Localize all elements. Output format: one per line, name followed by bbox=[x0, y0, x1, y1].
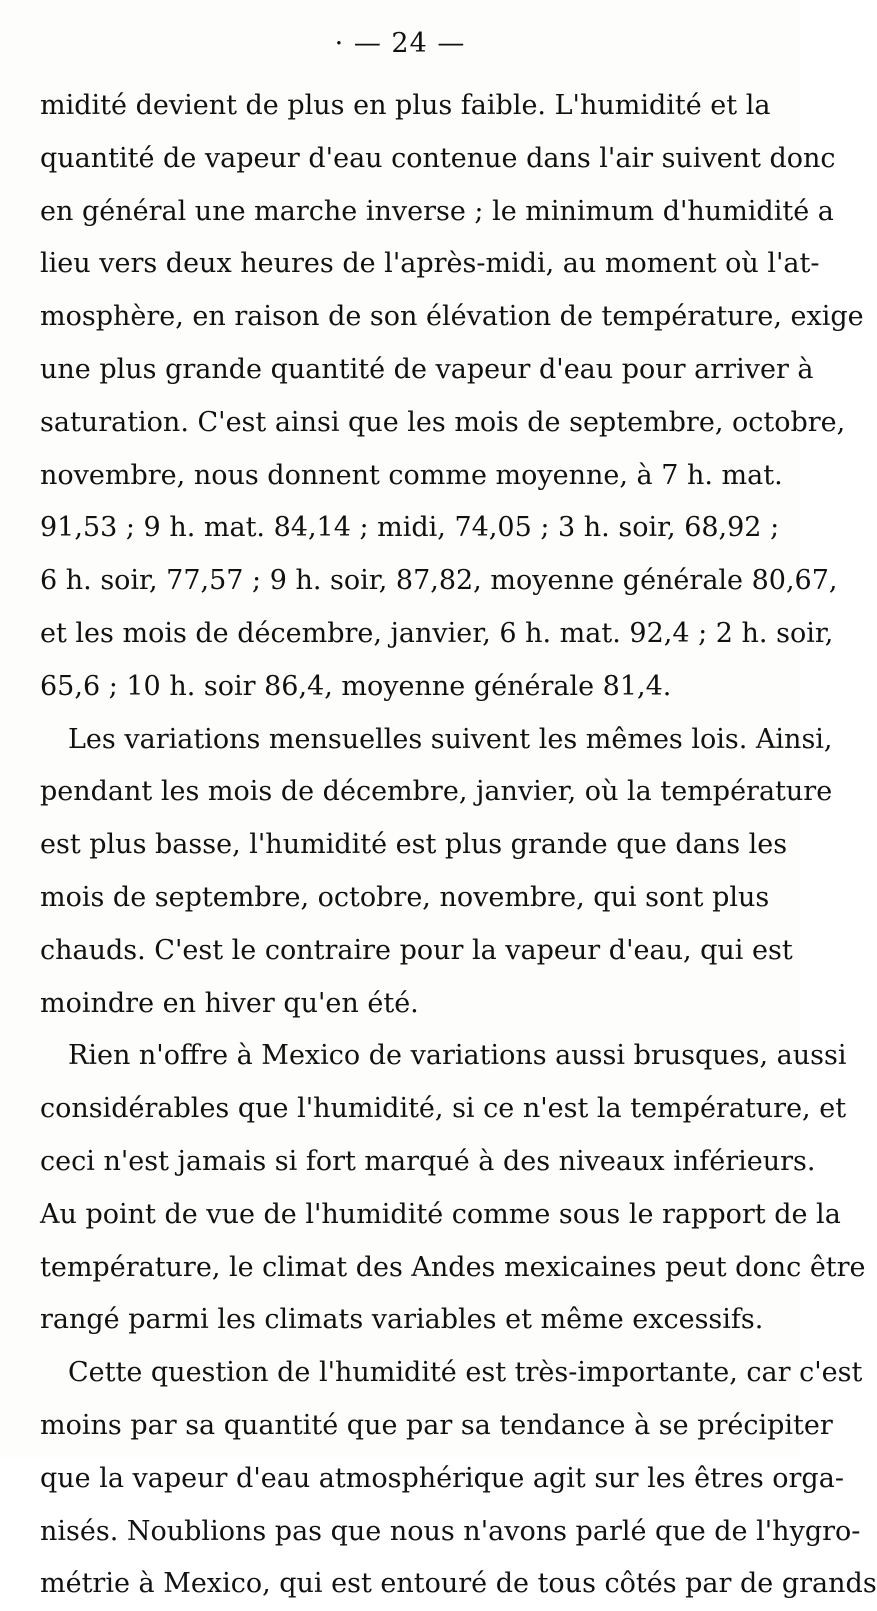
text-line: novembre, nous donnent comme moyenne, à 7 h. mat. bbox=[40, 459, 783, 491]
text-line: que la vapeur d'eau atmosphérique agit sur les êtres orga- bbox=[40, 1462, 844, 1494]
text-line: 65,6 ; 10 h. soir 86,4, moyenne générale 81,4. bbox=[40, 670, 672, 702]
paragraph bbox=[40, 1030, 866, 1347]
text-line: en général une marche inverse ; le minimum d'humidité a bbox=[40, 195, 834, 227]
text-line: moins par sa quantité que par sa tendance à se précipiter bbox=[40, 1409, 833, 1441]
paragraph bbox=[40, 1347, 877, 1611]
text-line: ceci n'est jamais si fort marqué à des niveaux inférieurs. bbox=[40, 1145, 816, 1177]
text-line: considérables que l'humidité, si ce n'est la température, et bbox=[40, 1093, 847, 1125]
body-text bbox=[40, 80, 877, 1611]
text-line: 91,53 ; 9 h. mat. 84,14 ; midi, 74,05 ; 3 h. soir, 68,92 ; bbox=[40, 512, 780, 544]
page-number: · — 24 — bbox=[334, 28, 466, 59]
text-line: pendant les mois de décembre, janvier, où la température bbox=[40, 776, 833, 808]
paragraph bbox=[40, 80, 864, 714]
text-line: quantité de vapeur d'eau contenue dans l'air suivent donc bbox=[40, 142, 836, 174]
paragraph bbox=[40, 714, 833, 1031]
text-line: une plus grande quantité de vapeur d'eau pour arriver à bbox=[40, 353, 814, 385]
text-line: 6 h. soir, 77,57 ; 9 h. soir, 87,82, moyenne générale 80,67, bbox=[40, 565, 838, 597]
text-line: nisés. Noublions pas que nous n'avons parlé que de l'hygro- bbox=[40, 1515, 861, 1547]
text-line: est plus basse, l'humidité est plus grande que dans les bbox=[40, 829, 788, 861]
text-line: Au point de vue de l'humidité comme sous le rapport de la bbox=[40, 1198, 841, 1230]
text-line: lieu vers deux heures de l'après-midi, au moment où l'at- bbox=[40, 248, 820, 280]
text-line: métrie à Mexico, qui est entouré de tous côtés par de grands bbox=[40, 1568, 877, 1600]
text-line: saturation. C'est ainsi que les mois de septembre, octobre, bbox=[40, 406, 846, 438]
text-line: moindre en hiver qu'en été. bbox=[40, 987, 419, 1019]
text-line: rangé parmi les climats variables et même excessifs. bbox=[40, 1304, 764, 1336]
text-line: mosphère, en raison de son élévation de température, exige bbox=[40, 301, 864, 333]
text-line: température, le climat des Andes mexicaines peut donc être bbox=[40, 1251, 866, 1283]
text-line: Rien n'offre à Mexico de variations aussi brusques, aussi bbox=[68, 1040, 847, 1072]
text-line: mois de septembre, octobre, novembre, qui sont plus bbox=[40, 881, 770, 913]
text-line: midité devient de plus en plus faible. L'humidité et la bbox=[40, 90, 771, 121]
text-line: Cette question de l'humidité est très-importante, car c'est bbox=[68, 1357, 863, 1389]
text-line: Les variations mensuelles suivent les mêmes lois. Ainsi, bbox=[68, 723, 833, 755]
text-line: et les mois de décembre, janvier, 6 h. mat. 92,4 ; 2 h. soir, bbox=[40, 617, 834, 649]
text-line: chauds. C'est le contraire pour la vapeur d'eau, qui est bbox=[40, 934, 793, 966]
